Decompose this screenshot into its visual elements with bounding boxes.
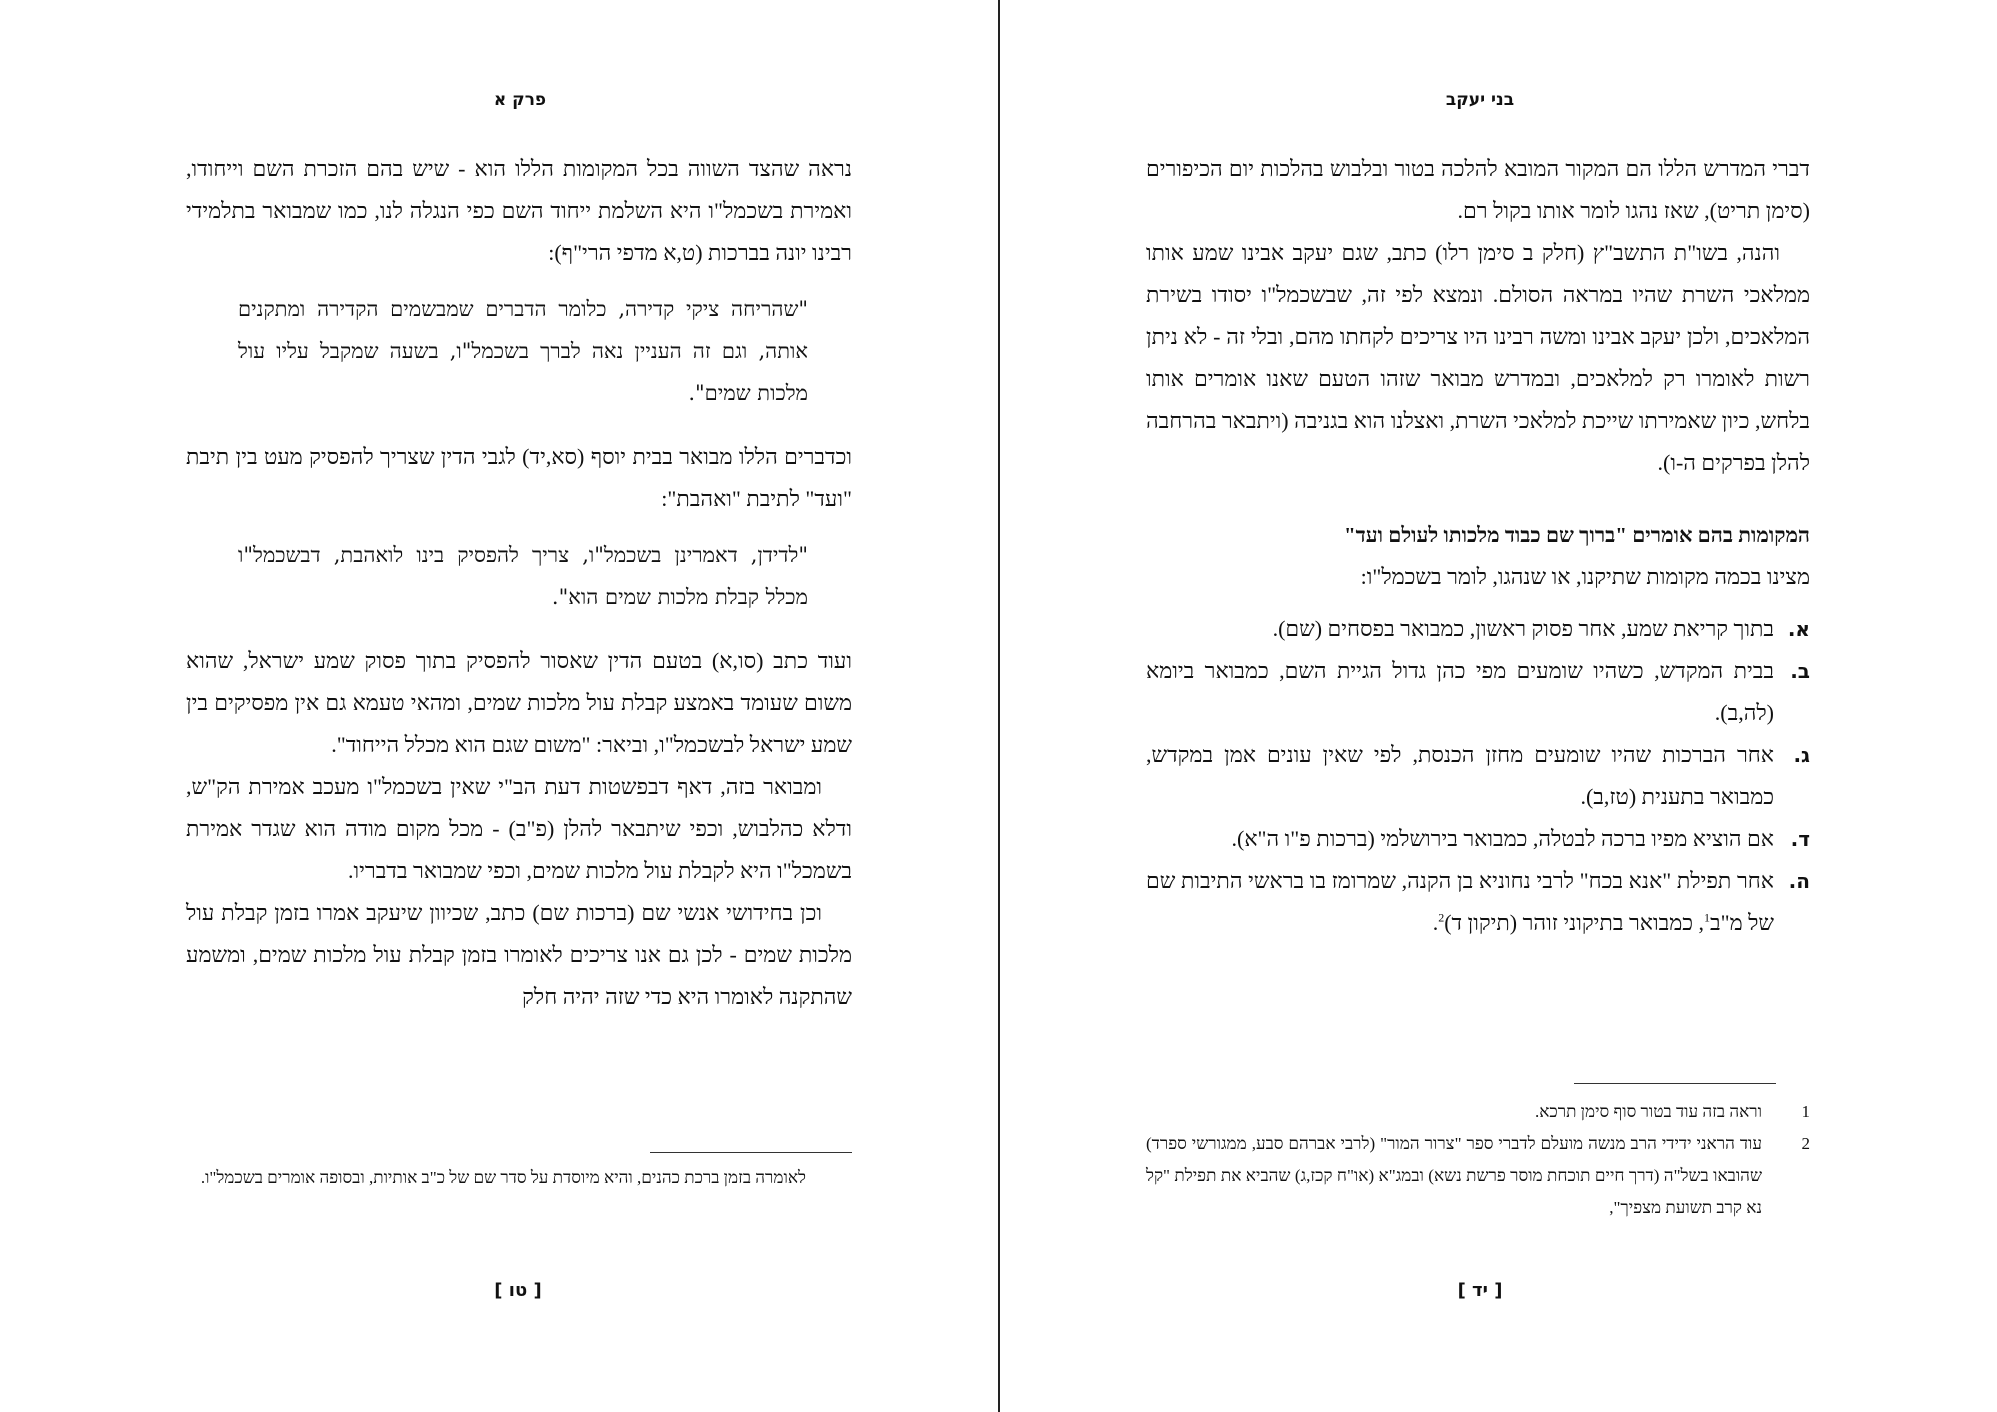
list-item <box>1146 860 1810 944</box>
block-quote: "שהריחה ציקי קדירה, כלומר הדברים שמבשמים הקדירה ומתקנים אותה, וגם זה העניין נאה לברך בשכמל"ו, בשעה שמקבל עליו עול מלכות שמים". <box>238 297 808 405</box>
footnote-separator <box>650 1152 852 1153</box>
list-marker: ג. <box>1793 743 1810 767</box>
page-right <box>1000 0 1997 1412</box>
paragraph: ועוד כתב (סו,א) בטעם הדין שאסור להפסיק בתוך פסוק שמע ישראל, שהוא משום שעומד באמצע קבלת עול מלכות שמים, ומהאי טעמא גם אין מפסיקים בין שמע ישראל לבשכמל"ו, וביאר: "משום שגם הוא מכלל הייחוד". <box>186 648 852 757</box>
page-left <box>0 0 998 1412</box>
list-marker: א. <box>1787 617 1810 641</box>
list-text: בתוך קריאת שמע, אחר פסוק ראשון, כמבואר בפסחים (שם). <box>1272 616 1774 641</box>
list-item <box>1146 818 1810 860</box>
paragraph: דברי המדרש הללו הם המקור המובא להלכה בטור ובלבוש בהלכות יום הכיפורים (סימן תריט), שאז נהגו לומר אותו בקול רם. <box>1146 156 1810 223</box>
list-marker: ב. <box>1790 659 1810 683</box>
list-text <box>1146 860 1774 944</box>
list-text: אם הוציא מפיו ברכה לבטלה, כמבואר בירושלמי (ברכות פ"ו ה"א). <box>1231 826 1774 851</box>
footnotes <box>1146 1096 1810 1224</box>
sources-list <box>1146 608 1810 944</box>
list-text: בבית המקדש, כשהיו שומעים מפי כהן גדול הגיית השם, כמבואר ביומא (לה,ב). <box>1146 658 1774 725</box>
paragraph: וכדברים הללו מבואר בבית יוסף (סא,יד) לגבי הדין שצריך להפסיק מעט בין תיבת "ועד" לתיבת "ואהבת": <box>186 444 852 511</box>
footnote-text: עוד הראני ידידי הרב מנשה מועלם לדברי ספר "צרור המור" (לרבי אברהם סבע, ממגורשי ספרד) שהובאו בשל"ה (דרך חיים תוכחת מוסר פרשת נשא) ובמג"א (או"ח קכז,ג) שהביא את תפילת "קל נא קרב תשועת מצפיך", <box>1146 1134 1762 1217</box>
running-head: פרק א <box>493 90 547 110</box>
list-text-part: , כמבואר בתיקוני זוהר (תיקון ד) <box>1444 910 1704 935</box>
footnote <box>1146 1096 1810 1128</box>
footnote-continuation: לאומרה בזמן ברכת כהנים, והיא מיוסדת על סדר שם של כ"ב אותיות, ובסופה אומרים בשכמל"ו. <box>200 1168 806 1187</box>
section-intro: מצינו בכמה מקומות שתיקנו, או שנהגו, לומר בשכמל"ו: <box>1360 564 1810 589</box>
footnote-number: 2 <box>1801 1134 1810 1153</box>
paragraph: והנה, בשו"ת התשב"ץ (חלק ב סימן רלו) כתב, שגם יעקב אבינו שמע אותו ממלאכי השרת שהיו במראה הסולם. ונמצא לפי זה, שבשכמל"ו יסודו בשירת המלאכים, ולכן יעקב אבינו ומשה רבינו היו צריכים לקחתו מהם, ובלי זה - לא ניתן רשות לאומרו רק למלאכים, ובמדרש מבואר שזהו הטעם שאנו אומרים אותו בלחש, כיון שאמירתו שייכת למלאכי השרת, ואצלנו הוא בגניבה (ויתבאר בהרחבה להלן בפרקים ה-ו). <box>1146 240 1810 475</box>
list-text: אחר הברכות שהיו שומעים מחזן הכנסת, לפי שאין עונים אמן במקדש, כמבואר בתענית (טז,ב). <box>1146 742 1774 809</box>
list-marker: ד. <box>1790 827 1810 851</box>
footnote-separator <box>1574 1083 1776 1084</box>
list-item <box>1146 608 1810 650</box>
page-number: [ יד ] <box>1457 1280 1503 1301</box>
list-text-part: אחר תפילת "אנא בכח" לרבי נחוניא בן הקנה, שמרומז בו בראשי התיבות שם של מ"ב <box>1146 868 1774 935</box>
list-marker: ה. <box>1788 869 1810 893</box>
paragraph: נראה שהצד השווה בכל המקומות הללו הוא - שיש בהם הזכרת השם וייחודו, ואמירת בשכמל"ו היא השלמת ייחוד השם כפי הנגלה לנו, כמו שמבואר בתלמידי רבינו יונה בברכות (ט,א מדפי הרי"ף): <box>186 156 852 265</box>
footnote-ref[interactable]: 2 <box>1438 910 1445 925</box>
section-heading: המקומות בהם אומרים "ברוך שם כבוד מלכותו לעולם ועד" <box>1343 523 1810 547</box>
list-item <box>1146 734 1810 818</box>
paragraph: וכן בחידושי אנשי שם (ברכות שם) כתב, שכיוון שיעקב אמרו בזמן קבלת עול מלכות שמים - לכן גם אנו צריכים לאומרו בזמן קבלת עול מלכות שמים, ומשמע שהתקנה לאומרו היא כדי שזה יהיה חלק <box>186 900 852 1009</box>
list-text-part: . <box>1432 910 1439 935</box>
footnote-text: וראה בזה עוד בטור סוף סימן תרכא. <box>1534 1102 1762 1121</box>
footnote-ref[interactable]: 1 <box>1704 910 1710 925</box>
footnotes <box>186 1162 806 1194</box>
paragraph: ומבואר בזה, דאף דבפשטות דעת הב"י שאין בשכמל"ו מעכב אמירת הק"ש, ודלא כהלבוש, וכפי שיתבאר להלן (פ"ב) - מכל מקום מודה הוא שגדר אמירת בשמכל"ו היא לקבלת עול מלכות שמים, וכפי שמבואר בדבריו. <box>186 774 852 883</box>
page-body <box>1146 148 1810 944</box>
footnote <box>1146 1128 1810 1224</box>
gutter-divider <box>998 0 1000 1412</box>
block-quote: "לדידן, דאמרינן בשכמל"ו, צריך להפסיק בינו לואהבת, דבשכמל"ו מכלל קבלת מלכות שמים הוא". <box>238 543 808 609</box>
page-body <box>186 148 852 1018</box>
list-item <box>1146 650 1810 734</box>
page-number: [ טו ] <box>494 1280 542 1301</box>
running-head: בני יעקב <box>1445 90 1515 110</box>
footnote-number: 1 <box>1801 1102 1810 1121</box>
